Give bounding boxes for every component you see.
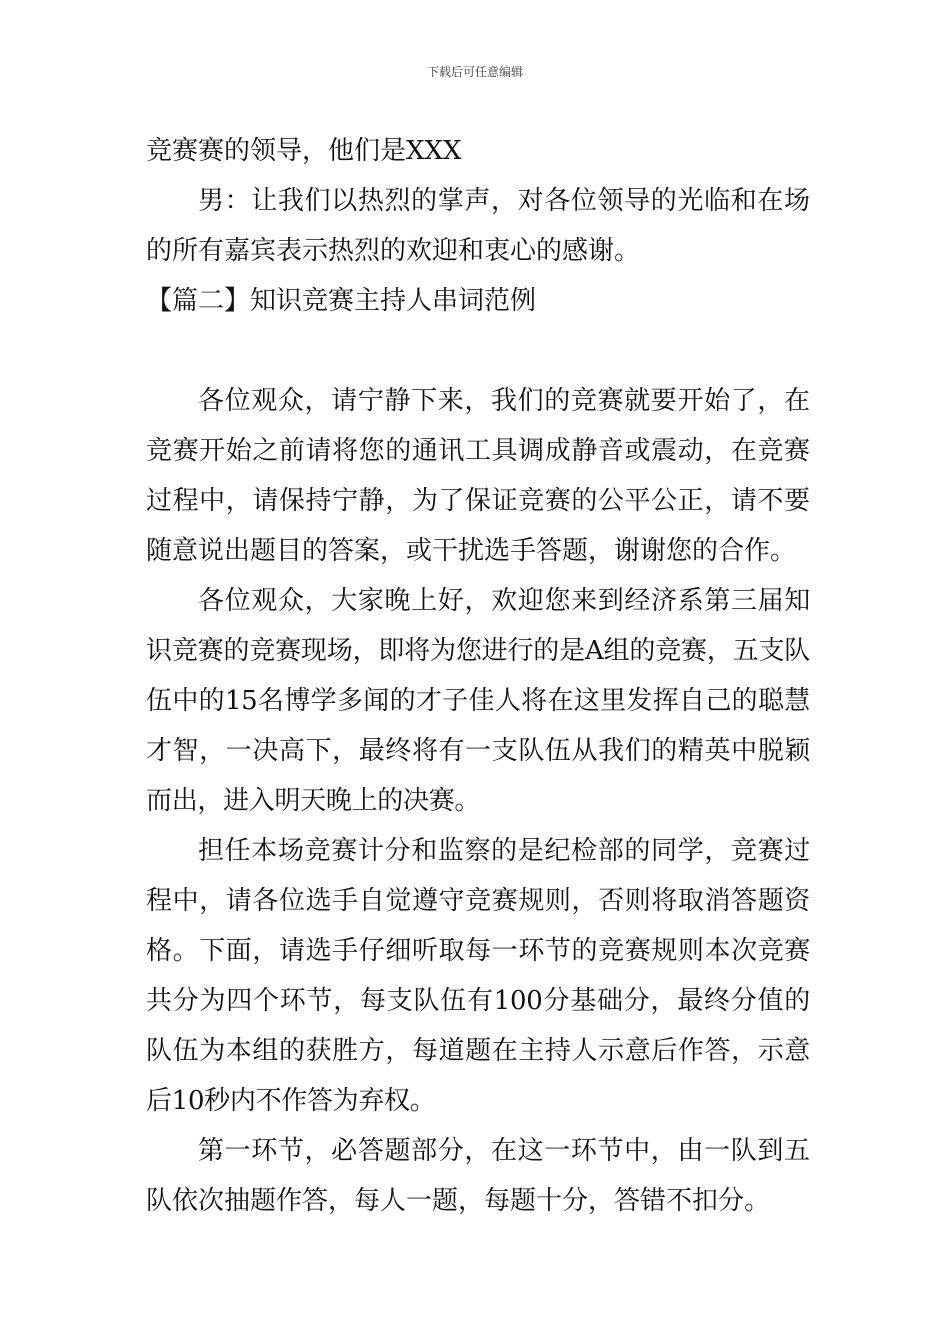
- paragraph-welcome-applause: 男：让我们以热烈的掌声，对各位领导的光临和在场的所有嘉宾表示热烈的欢迎和衷心的感谢。: [146, 186, 810, 266]
- paragraph-audience-notice: 各位观众，请宁静下来，我们的竞赛就要开始了，在竞赛开始之前请将您的通讯工具调成静音或震动，在竞赛过程中，请保持宁静，为了保证竞赛的公平公正，请不要随意说出题目的答案，或干扰选手答题，谢谢您的合作。: [146, 386, 810, 566]
- page-header-note: 下载后可任意编辑: [426, 65, 523, 79]
- paragraph-rules-intro: 担任本场竞赛计分和监察的是纪检部的同学，竞赛过程中，请各位选手自觉遵守竞赛规则，否则将取消答题资格。下面，请选手仔细听取每一环节的竞赛规则本次竞赛共分为四个环节，每支队伍有100分基础分，最终分值的队伍为本组的获胜方，每道题在主持人示意后作答，示意后10秒内不作答为弃权。: [146, 836, 810, 1116]
- section-heading: 【篇二】知识竞赛主持人串词范例: [146, 286, 537, 316]
- paragraph-opening-remarks: 各位观众，大家晚上好，欢迎您来到经济系第三届知识竞赛的竞赛现场，即将为您进行的是A组的竞赛，五支队伍中的15名博学多闻的才子佳人将在这里发挥自己的聪慧才智，一决高下，最终将有一支队伍从我们的精英中脱颖而出，进入明天晚上的决赛。: [146, 586, 810, 816]
- document-body: [146, 126, 810, 1226]
- paragraph-round-one: 第一环节，必答题部分，在这一环节中，由一队到五队依次抽题作答，每人一题，每题十分，答错不扣分。: [146, 1136, 810, 1216]
- paragraph-continuation: 竞赛赛的领导，他们是XXX: [146, 136, 462, 166]
